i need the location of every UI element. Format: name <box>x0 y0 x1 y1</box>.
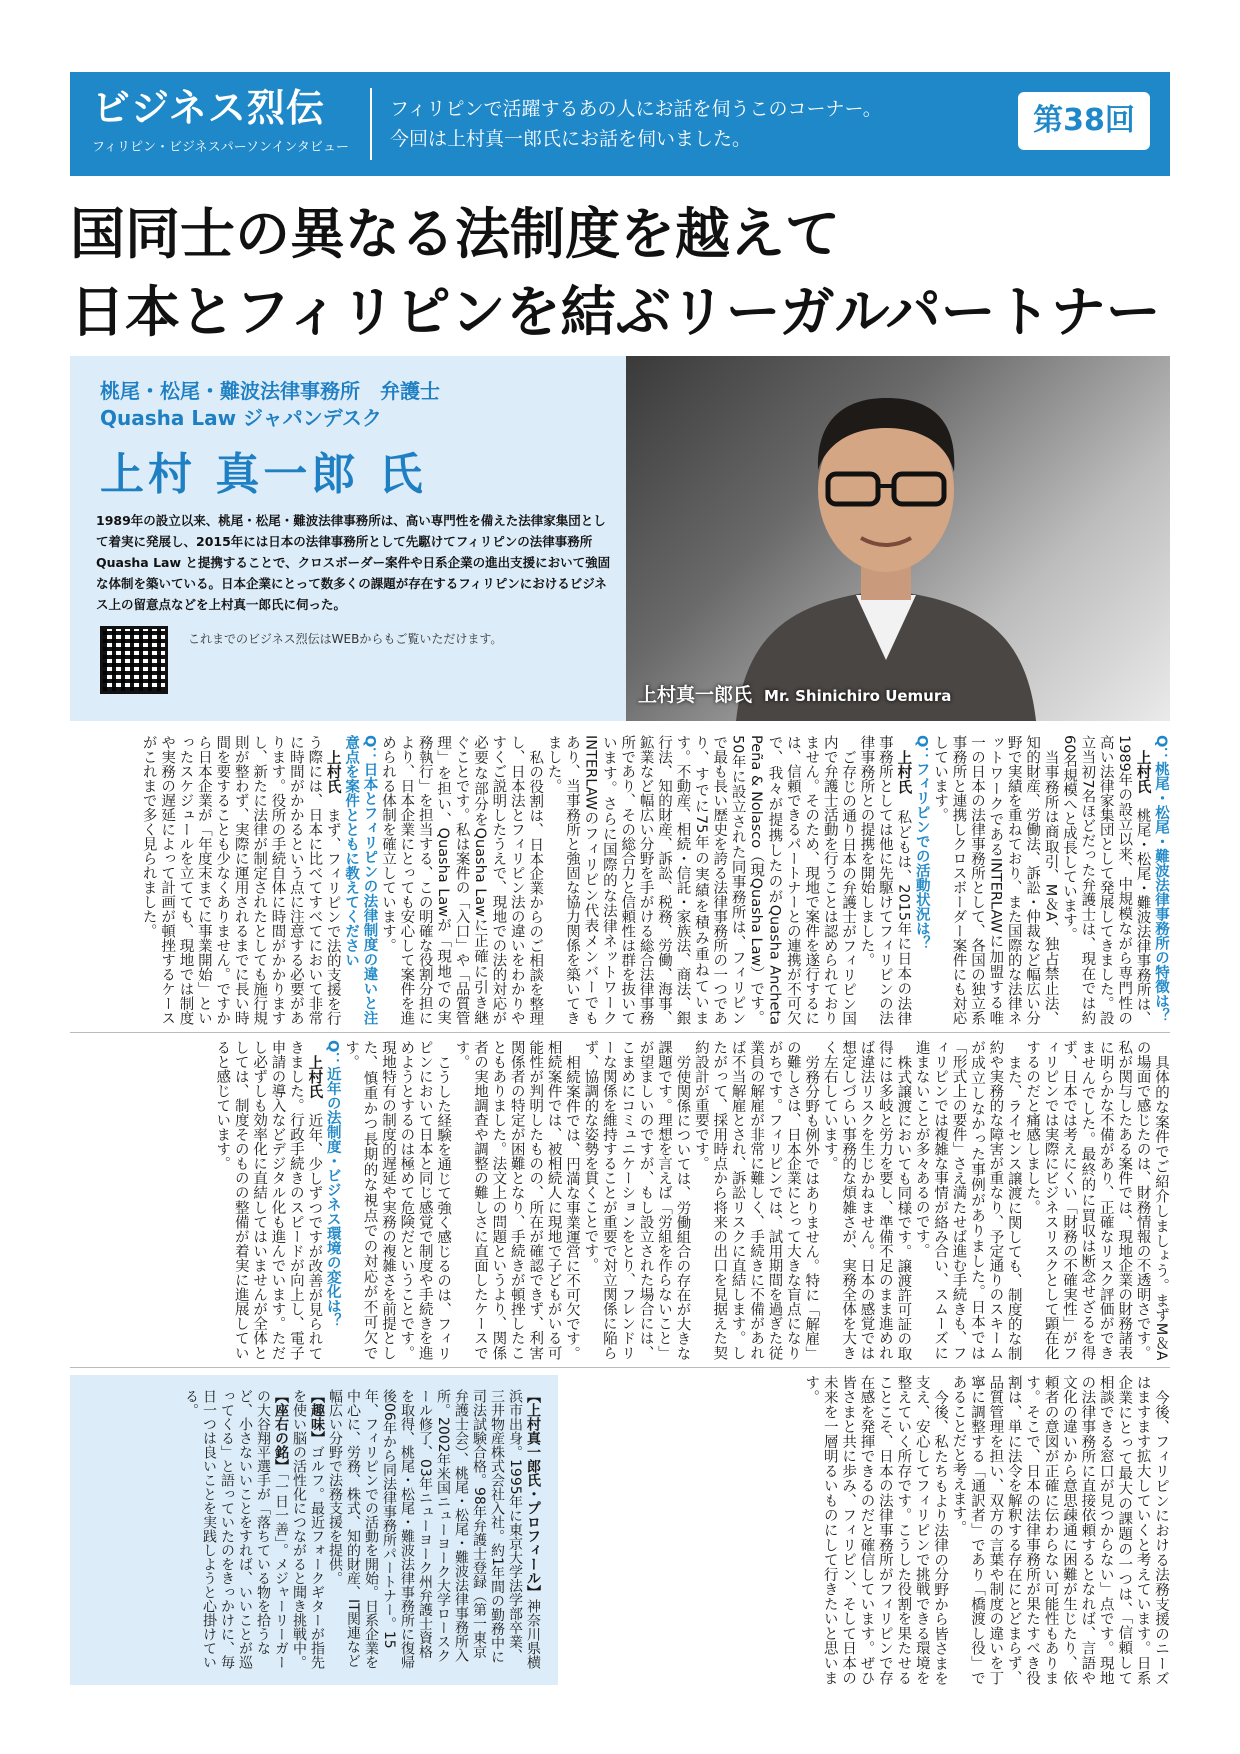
intro-line-2: 今回は上村真一郎氏にお話を伺いました。 <box>390 128 752 150</box>
article-column-2 <box>70 1040 1170 1360</box>
speaker-label: 上村氏 <box>306 1054 323 1099</box>
qr-code-icon[interactable] <box>100 626 168 694</box>
caption-japanese: 上村真一郎氏 <box>638 684 753 706</box>
question-heading: Q：フィリピンでの活動状況は？ <box>913 735 930 951</box>
profile-text <box>86 1389 542 1671</box>
speaker-label: 上村氏 <box>324 749 341 793</box>
answer-text: まず、フィリピンで法的支援を行う際には、日本に比べてすべてにおいて非常に時間がかかるという点に注意する必要があります。役所の手続自体に時間がかかりますし、新たに法律が制定されたとしても施行規則が整わず、実際に運用されるまでに長い時間を要することも少なくありません。ですから日本企業が「年度末までに事業開始」といったスケジュールを立てても、現地では制度や実務の遅延によって計画が頓挫するケースがこれまで多く見られました。 <box>140 735 341 1025</box>
answer-text: 相続案件では、円満な事業運営に不可欠です。相続案件では、被相続人に現地で子どもがいる可能性が判明したものの、所在が確認できず、利害関係者の特定が困難となり、手続きが頓挫したこともありました。法文上の問題というより、関係者の実地調査や調整の難しさに直面したケースです。 <box>453 1040 580 1360</box>
answer-text: 今後、フィリピンにおける法務支援のニーズはますます拡大していくと考えています。日系企業にとって最大の課題の一つは、「信頼して相談できる窓口が見つからない」点です。現地の法律事務所に直接依頼するとなれば、言語や文化の違いから意思疎通に困難が生じたり、依頼者の意図が正確に伝わらない可能性もあります。そこで、日本の法律事務所が果たすべき役割は、単に法令を解釈する存在にとどまらず、品質管理を担い、双方の言葉や制度の違いを丁寧に調整する「通訳者」であり「橋渡し役」であることだと考えます。 <box>950 1375 1169 1685</box>
speaker-label: 上村氏 <box>895 749 912 795</box>
firm-line-2: Quasha Law ジャパンデスク <box>100 406 382 430</box>
lead-paragraph: 1989年の設立以来、桃尾・松尾・難波法律事務所は、高い専門性を備えた法律家集団として着実に発展し、2015年には日本の法律事務所として先駆けてフィリピンの法律事務所 Quasha Law と提携することで、クロスボーダー案件や日系企業の進出支援において強固な体制を築いている。日本企業にとって数多くの課題が存在するフィリピンにおけるビジネス上の留意点などを上村真一郎氏に伺った。 <box>96 513 611 612</box>
title-line-2: 日本とフィリピンを結ぶリーガルパートナー <box>70 280 1161 344</box>
interviewee-name: 上村 真一郎 氏 <box>100 449 427 500</box>
answer-text: 桃尾・松尾・難波法律事務所は、1989年の設立以来、中規模ながら専門性の高い法律家集団として発展してきました。設立当初7名ほどだった弁護士は、現在では約60名規模へと成長しています。 <box>1060 735 1151 1025</box>
profile-box <box>70 1375 558 1685</box>
question-heading: Q：桃尾・松尾・難波法律事務所の特徴は？ <box>1153 735 1169 1023</box>
hobby-text: ゴルフ。最近フォークギターが指先を使い脳の活性化につながると聞き挑戦中。 <box>291 1389 325 1669</box>
answer-text: ご存じの通り日本の弁護士がフィリピン国内で弁護士活動を行うことは認められておりません。そのため、現地で案件を遂行するには、信頼できるパートナーとの連携が不可欠で、我々が提携したのがQuasha Ancheta Peña & Nolasco（現Quasha Law）です。50年に設立された同事務所は、フィリピンで最も長い歴史を誇る法律事務所の一つであり、すでに75年の実績を積み重ねています。不動産、相続・信託・家族法、商法、銀行法、知的財産、訴訟、税務、労働、海事、鉱業など幅広い分野を手がける総合法律事務所であり、その総合力と信頼性は群を抜いています。さらに国際的な法律ネットワークINTERLAWのフィリピン代表メンバーでもあり、当事務所と強固な協力関係を築いてきました。 <box>545 735 857 1025</box>
answer-text: 私どもは、2015年に日本の法律事務所としては他に先駆けてフィリピンの法律事務所との提携を開始しました。 <box>858 735 912 1025</box>
question-heading: Q：近年の法制度・ビジネス環境の変化は？ <box>324 1040 341 1328</box>
series-brand <box>92 86 349 155</box>
answer-text: また、ライセンス譲渡に関しても、制度的な制約や実務的な障害が重なり、予定通りのスキームが成立しなかった事例がありました。日本では「形式上の要件」さえ満たせば進む手続きも、フィリピンでは複雑な事情が絡み合い、スムーズに進まないことが多々あるのです。 <box>913 1040 1022 1360</box>
issue-badge: 第38回 <box>1018 92 1150 150</box>
column-divider <box>70 1367 1170 1368</box>
intro-line-1: フィリピンで活躍するあの人にお話を伺うこのコーナー。 <box>390 98 882 120</box>
column-divider <box>70 1032 1170 1033</box>
qr-note: これまでのビジネス烈伝はWEBからもご覧いただけます。 <box>188 632 503 646</box>
firm-line-1: 桃尾・松尾・難波法律事務所 弁護士 <box>100 379 440 403</box>
hobby-label: 【趣味】 <box>309 1389 325 1445</box>
speaker-label: 上村氏 <box>1134 749 1151 793</box>
firm-name <box>100 378 440 432</box>
answer-text: 今後、私たちもより法律の分野から皆さまを支え、安心してフィリピンで挑戦できる環境を整えていく所存です。こうした役割を果たせることこそ、日本の法律事務所がフィリピンで存在感を発揮できるのだと確信しています。ぜひ皆さまと共に歩み、フィリピン、そして日本の未来を一層明るいものにして行きたいと思います。 <box>803 1375 949 1685</box>
profile-bio: 神奈川県横浜市出身。1995年に東京大学法学部卒業、三井物産株式会社入社。約1年間の勤務中に司法試験合格。98年弁護士登録（第一東京弁護士会）、桃尾・松尾・難波法律事務所入所。2002年米国ニューヨーク大学ロースクール修了、03年ニューヨーク州弁護士資格を取得、桃尾・松尾・難波法律事務所に復帰後06年から同法律事務所パートナー。15年、フィリピンでの活動を開始。日系企業を中心に、労務、株式、知的財産、IT関連など幅広い分野で法務支援を提供。 <box>327 1389 541 1669</box>
portrait-photo <box>626 356 1170 721</box>
answer-text: 労使関係については、労働組合の存在が大きな課題です。理想を言えば「労組を作らないこと」が望ましいのですが、もし設立された場合には、こまめにコミュニケーションをとり、フレンドリーな関係を維持することが重要で対立関係に陥らず、協調的な姿勢を貫くことです。 <box>582 1040 691 1360</box>
answer-text: 私の役割は、日本企業からのご相談を整理し、日本法とフィリピン法の違いをわかりやすくご説明したうえで、現地での法的対応が必要な部分をQuasha Lawに正確に引き継ぐことです。私は案件の「入口」や「品質管理」を担い、Quasha Lawが「現地での実務執行」を担当する、この明確な役割分担により、日本企業にとっても安心して案件を進められる体制を確立しています。 <box>379 735 544 1025</box>
answer-text: 近年、少しずつですが改善が見られてきました。行政手続きのスピードが向上し、電子申請の導入などデジタル化も進んでいます。ただし必ずしも効率化に直結してはいませんが全体としては、制度そのものの整備が着実に進展していると感じています。 <box>214 1040 323 1360</box>
series-title: ビジネス烈伝 <box>92 86 325 130</box>
photo-caption <box>638 680 951 707</box>
portrait-figure <box>716 370 1056 721</box>
title-line-1: 国同士の異なる法制度を越えて <box>70 202 841 266</box>
article-column-1 <box>70 735 1170 1025</box>
series-header <box>70 72 1170 176</box>
profile-label: 【上村真一郎氏・プロフィール】 <box>525 1389 541 1599</box>
caption-english: Mr. Shinichiro Uemura <box>764 687 952 705</box>
motto-text: 「一日一善」。メジャーリーガーの大谷翔平選手が「落ちている物を拾うなど、小さないいことをすれば、いいことが巡ってくる」と語っていたのをきっかけに、毎日一つは良いことを実践しようと心掛けている。 <box>183 1389 289 1669</box>
answer-text: 当事務所は商取引、M＆A、独占禁止法、知的財産、労働法、訴訟・仲裁など幅広い分野で実績を重ねており、また国際的な法律ネットワークであるINTERLAWに加盟する唯一の日本の法律事務所として、各国の独立系事務所と連携しクロスボーダー案件にも対応しています。 <box>932 735 1059 1025</box>
answer-text: 具体的な案件でご紹介しましょう。まずM＆Aの場面で感じたのは、財務情報の不透明さです。私が関与したある案件では、現地企業の財務諸表に明らかな不備があり、正確なリスク評価ができませんでした。最終的に買収は断念せざるを得ず、日本では考えにくい「財務の不確実性」がフィリピンでは実際にビジネスリスクとして顕在化するのだと痛感しました。 <box>1024 1040 1169 1360</box>
series-intro <box>390 94 882 154</box>
header-divider <box>370 88 372 160</box>
series-subtitle: フィリピン・ビジネスパーソンインタビュー <box>92 140 349 155</box>
answer-text: 労務分野も例外ではありません。特に「解雇」の難しさは、日本企業にとって大きな盲点になりがちです。フィリピンでは、試用期間を過ぎた従業員の解雇が非常に難しく、手続きに不備があれば不当解雇とされ、訴訟リスクに直結します。したがって、採用時点から将来の出口を見据えた契約設計が重要です。 <box>692 1040 820 1360</box>
answer-text: こうした経験を通じて強く感じるのは、フィリピンにおいて日本と同じ感覚で制度や手続きを進めようとするのは極めて危険だということです。現地特有の制度的遅延や実務の複雑さを前提とした、慎重かつ長期的な視点での対応が不可欠です。 <box>343 1040 452 1360</box>
motto-label: 【座右の銘】 <box>273 1389 289 1473</box>
question-heading: Q：日本とフィリピンの法律制度の違いと注意点を案件とともに教えてください <box>343 735 378 1025</box>
article-title <box>70 195 1170 351</box>
article-column-3 <box>578 1375 1170 1685</box>
answer-text: 株式譲渡においても同様です。譲渡許可証の取得には多岐と労力を要し、準備不足のまま進めれば違法リスクを生じかねません。日本の感覚では想定しづらい事務的な煩雑さが、実務全体を大きく左右しています。 <box>821 1040 912 1360</box>
